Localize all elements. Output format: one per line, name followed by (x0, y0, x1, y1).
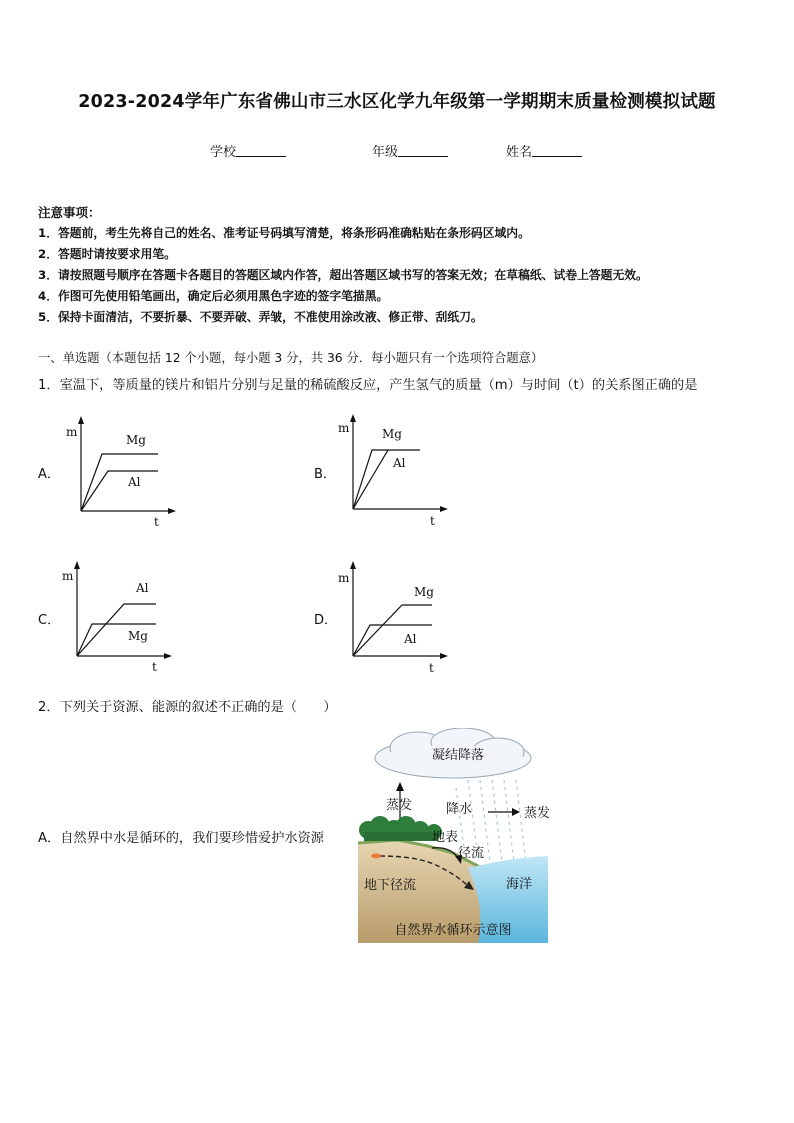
x-axis-arrow (164, 653, 172, 659)
school-label: 学校 (210, 145, 237, 160)
arrow-up-icon (396, 782, 404, 791)
label-runoff: 径流 (458, 846, 485, 861)
label-underground-runoff: 地下径流 (364, 878, 417, 893)
y-axis-arrow (74, 561, 80, 569)
series-line-top (81, 454, 158, 511)
x-axis-arrow (440, 506, 448, 512)
label-evaporation-right: 蒸发 (524, 806, 551, 821)
name-field (506, 141, 582, 160)
option-a-graph (60, 414, 180, 532)
grade-field (372, 141, 448, 160)
series-label-bottom: Al (128, 475, 141, 489)
series-line-top (353, 450, 420, 509)
series-label-top: Mg (126, 433, 146, 447)
grade-label: 年级 (372, 145, 399, 160)
label-surface: 地表 (432, 830, 459, 845)
x-axis-arrow (440, 653, 448, 659)
option-d-label: D． (314, 613, 338, 628)
name-label: 姓名 (506, 145, 533, 160)
x-axis-label: t (430, 514, 435, 528)
option-c-label: C． (38, 613, 61, 628)
water-cycle-figure (358, 728, 551, 943)
note-item: 4．作图可先使用铅笔画出，确定后必须用黑色字迹的签字笔描黑。 (38, 289, 389, 303)
notes-title: 注意事项： (38, 205, 101, 220)
series-label-top: Mg (414, 585, 434, 599)
question-2-stem: 2．下列关于资源、能源的叙述不正确的是（ ） (38, 700, 337, 715)
y-axis-label: m (66, 425, 78, 439)
series-label-bottom: Al (404, 632, 417, 646)
x-axis-label: t (154, 515, 159, 529)
series-label-bottom: Mg (128, 629, 148, 643)
trees-icon (359, 816, 442, 841)
series-label-top: Mg (382, 427, 402, 441)
arrow-right-icon (512, 808, 520, 816)
x-axis-arrow (168, 508, 176, 514)
note-item: 1．答题前，考生先将自己的姓名、准考证号码填写清楚，将条形码准确粘贴在条形码区域内。 (38, 226, 530, 240)
y-axis-label: m (338, 421, 350, 435)
label-condensation: 凝结降落 (432, 748, 485, 763)
spring-icon (371, 854, 381, 859)
section-heading: 一、单选题（本题包括 12 个小题，每小题 3 分，共 36 分．每小题只有一个选项符合题意） (38, 351, 544, 365)
y-axis-label: m (62, 569, 74, 583)
series-line-top (353, 605, 432, 656)
series-label-top: Al (136, 581, 149, 595)
option-b-graph (332, 412, 452, 530)
series-label-bottom: Al (393, 456, 406, 470)
y-axis-arrow (350, 561, 356, 569)
question-1-stem: 1．室温下，等质量的镁片和铝片分别与足量的稀硫酸反应，产生氢气的质量（m）与时间（t）的关系图正确的是 (38, 378, 698, 393)
note-item: 2．答题时请按要求用笔。 (38, 247, 176, 261)
school-blank (236, 144, 286, 157)
series-line-bottom (353, 450, 388, 509)
note-item: 3．请按照题号顺序在答题卡各题目的答题区域内作答，超出答题区域书写的答案无效；在草稿纸、试卷上答题无效。 (38, 268, 648, 282)
x-axis-label: t (429, 661, 434, 675)
series-line-bottom (353, 625, 432, 656)
figure-caption: 自然界水循环示意图 (394, 923, 512, 938)
option-c-graph (56, 559, 176, 677)
name-blank (532, 144, 582, 157)
question-2-option-a: A．自然界中水是循环的，我们要珍惜爱护水资源 (38, 831, 324, 846)
note-item: 5．保持卡面清洁，不要折暴、不要弄破、弄皱，不准使用涂改液、修正带、刮纸刀。 (38, 310, 483, 324)
label-evaporation-left: 蒸发 (386, 798, 413, 813)
label-ocean: 海洋 (506, 877, 533, 892)
y-axis-label: m (338, 571, 350, 585)
label-precipitation: 降水 (446, 802, 473, 817)
series-line-bottom (81, 471, 158, 511)
y-axis-arrow (78, 416, 84, 424)
page-title: 2023-2024学年广东省佛山市三水区化学九年级第一学期期末质量检测模拟试题 (78, 92, 716, 112)
x-axis-label: t (152, 660, 157, 674)
y-axis-arrow (350, 414, 356, 422)
option-d-graph (332, 559, 452, 677)
option-b-label: B． (314, 467, 336, 482)
school-field (210, 141, 286, 160)
grade-blank (398, 144, 448, 157)
option-a-label: A． (38, 467, 60, 482)
